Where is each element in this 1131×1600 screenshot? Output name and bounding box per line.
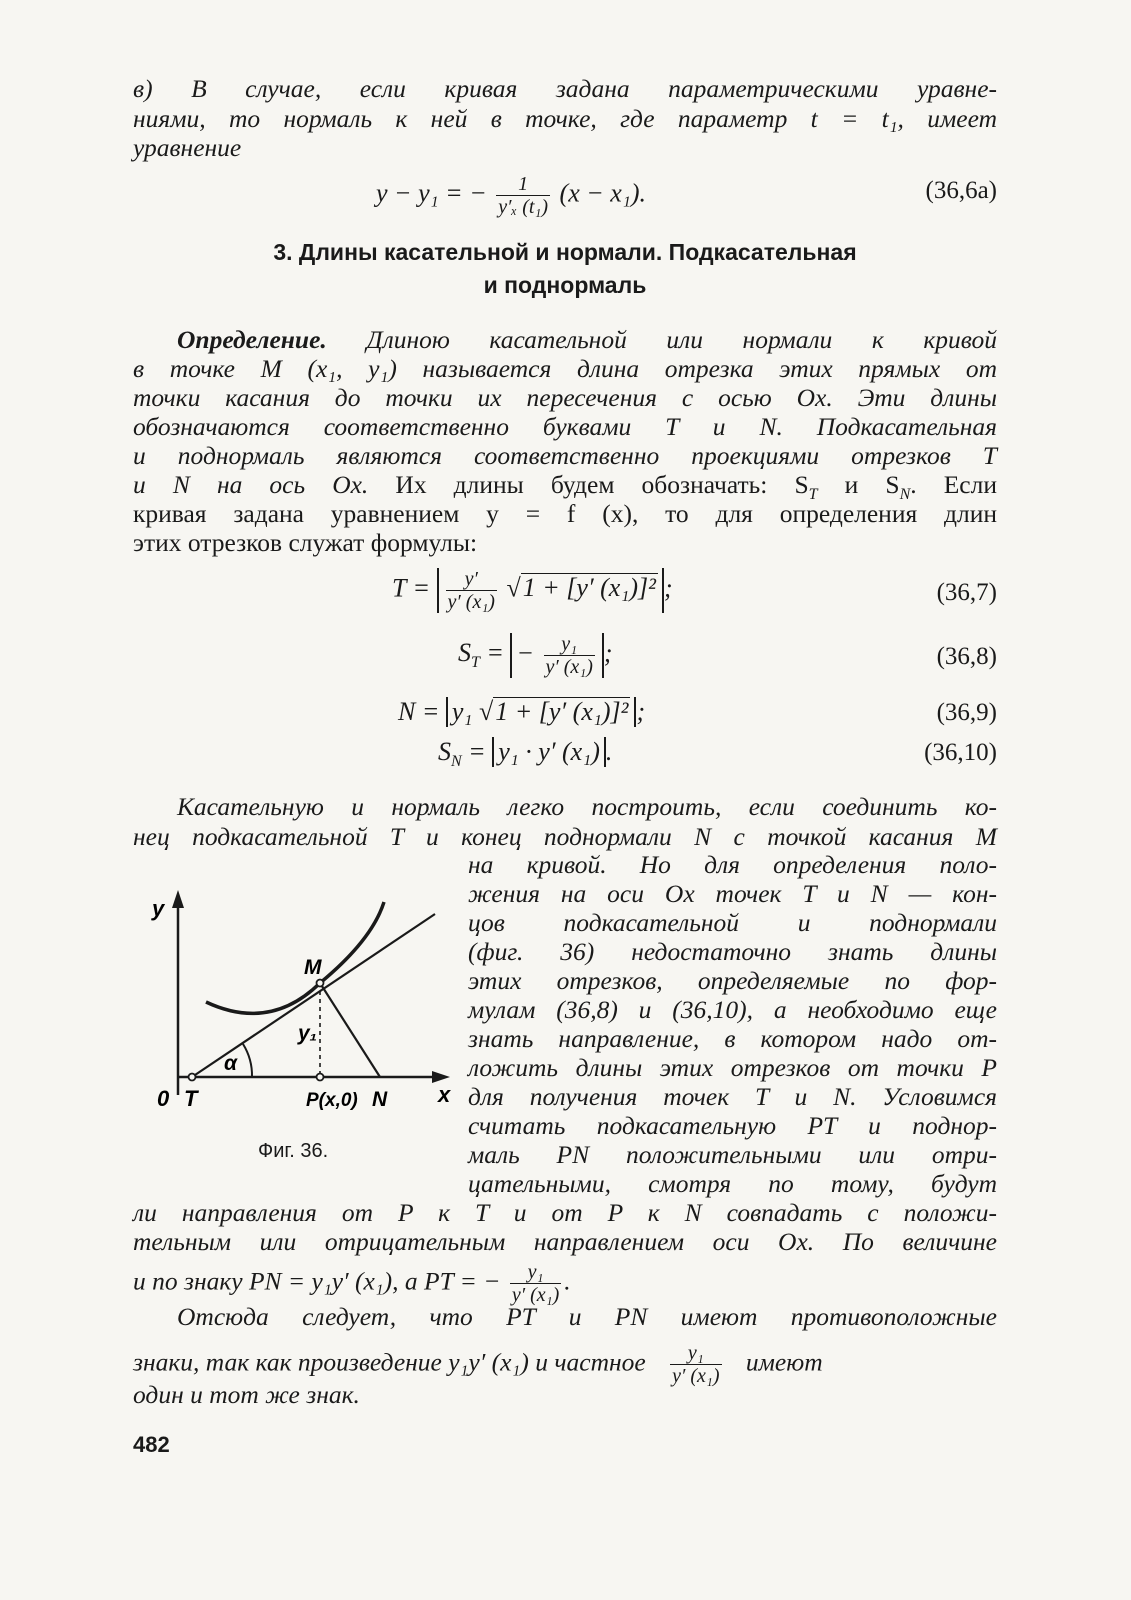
formula-36-7-num: y′	[464, 568, 478, 590]
formula-36-6a-left: y − y₁ = −	[376, 178, 487, 208]
definition-line-3: точки касания до точки их пересечения с осью Ox. Эти длины	[133, 383, 997, 412]
para3-den: y′ (x₁)	[672, 1365, 720, 1387]
para2-wrap-line-3: цов подкасательной и поднормали	[468, 908, 997, 937]
formula-36-7	[392, 568, 673, 613]
formula-36-10-abs	[492, 737, 606, 767]
sqrt-sign: √	[506, 573, 521, 603]
label-x: x	[438, 1082, 451, 1107]
para2-after-line-2: тельным или отрицательным направлением оси Ox. По величине	[133, 1227, 997, 1256]
formula-36-6a-fraction	[496, 173, 550, 218]
para2-wrap-line-12: цательными, смотря по тому, будут	[468, 1169, 997, 1198]
formula-36-7-tail: ;	[663, 573, 673, 603]
definition-line-6-mid: и S	[844, 470, 900, 499]
label-P: P(x,0)	[306, 1090, 358, 1111]
para2-wrap-line-2: жения на оси Ox точек T и N — кон-	[468, 879, 997, 908]
para2-last-fraction	[510, 1261, 561, 1306]
definition-line-2: в точке M (x₁, y₁) называется длина отрезка этих прямых от	[133, 354, 997, 383]
para2-last-num: y₁	[527, 1261, 544, 1283]
formula-36-9-body: y₁	[451, 697, 473, 726]
formula-36-6a-den: y′ₓ (t₁)	[498, 196, 549, 218]
normal-line	[320, 983, 380, 1077]
point-P	[317, 1074, 324, 1081]
label-y1: y₁	[298, 1022, 318, 1045]
para2-last-den: y′ (x₁)	[511, 1284, 560, 1306]
formula-36-7-den: y′ (x₁)	[447, 591, 495, 613]
formula-36-7-fraction	[446, 568, 497, 613]
formula-36-9	[398, 697, 645, 727]
formula-36-9-left: N =	[398, 697, 440, 726]
formula-36-7-left: T =	[392, 573, 431, 603]
definition-line-4: обозначаются соответственно буквами T и N. Подкасательная	[133, 412, 997, 441]
definition-line-6-italic: и N на ось Ox.	[133, 470, 369, 499]
formula-36-8-left: $S_T$ =	[458, 638, 504, 672]
definition-sub-N: N	[899, 486, 911, 504]
para3-line-2-end: имеют	[745, 1347, 823, 1377]
formula-36-10	[438, 737, 612, 777]
formula-36-10-label: (36,10)	[924, 739, 997, 766]
definition-term: Определение.	[177, 325, 327, 354]
section-v-line-1: в) В случае, если кривая задана параметрическими уравне-	[133, 74, 997, 103]
page-number: 482	[133, 1432, 170, 1457]
formula-36-8-sign: −	[516, 638, 534, 668]
para2-line-2: нец подкасательной T и конец поднормали N с точкой касания M	[133, 822, 997, 851]
angle-arc	[243, 1044, 252, 1077]
para2-wrap-line-5: этих отрезков, определяемые по фор-	[468, 966, 997, 995]
section-v-line-2: ниями, то нормаль к ней в точке, где параметр t = t₁, имеет	[133, 104, 997, 133]
formula-36-6a-right: (x − x₁).	[559, 178, 647, 208]
para3-line-2-text: знаки, так как произведение y₁y′ (x₁) и частное	[133, 1347, 646, 1377]
label-T: T	[184, 1086, 198, 1111]
section-heading-line-2: и поднормаль	[483, 272, 647, 298]
figure-36	[140, 880, 460, 1120]
para3-num: y₁	[687, 1342, 704, 1364]
label-N: N	[372, 1088, 388, 1111]
definition-line-8: этих отрезков служат формулы:	[133, 528, 478, 557]
section-heading-line-1: 3. Длины касательной и нормали. Подкасательная	[273, 239, 857, 265]
point-M	[317, 980, 324, 987]
para2-wrap-line-7: знать направление, в котором надо от-	[468, 1024, 997, 1053]
formula-36-8-num: y₁	[561, 633, 578, 655]
definition-line-5: и поднормаль являются соответственно проекциями отрезков T	[133, 441, 997, 470]
formula-36-8-den: y′ (x₁)	[545, 656, 593, 678]
formula-36-6a-num: 1	[518, 173, 529, 195]
para2-wrap-line-11: маль PN положительными или отри-	[468, 1140, 997, 1169]
formula-36-10-tail: .	[605, 737, 613, 766]
formula-36-9-root: 1 + [y′ (x₁)]²	[495, 697, 629, 726]
formula-36-8-tail: ;	[603, 638, 613, 668]
para2-wrap-line-1: на кривой. Но для определения поло-	[468, 850, 997, 879]
label-alpha: α	[224, 1052, 238, 1075]
formula-36-6a-label: (36,6а)	[925, 177, 997, 204]
label-M: M	[304, 956, 322, 979]
figure-caption: Фиг. 36.	[258, 1140, 329, 1162]
curve	[206, 902, 384, 1013]
definition-line-6-end: . Если	[910, 470, 997, 499]
para2-wrap-line-4: (фиг. 36) недостаточно знать длины	[468, 937, 997, 966]
definition-line-1-text: Длиною касательной или нормали к кривой	[366, 325, 997, 354]
para2-last-line-text: и по знаку PN = y₁y′ (x₁), а PT = −	[133, 1266, 501, 1296]
definition-line-7: кривая задана уравнением y = f (x), то для определения длин	[133, 499, 997, 528]
sqrt-sign: √	[478, 697, 494, 726]
formula-36-6a	[376, 173, 646, 218]
para2-wrap-line-6: мулам (36,8) и (36,10), а необходимо еще	[468, 995, 997, 1024]
definition-line-1	[133, 325, 997, 355]
formula-36-9-tail: ;	[636, 697, 646, 726]
formula-36-7-abs	[437, 568, 664, 613]
formula-36-7-label: (36,7)	[936, 579, 997, 606]
formula-36-10-left: $S_N$ =	[438, 737, 486, 771]
formula-36-9-label: (36,9)	[936, 699, 997, 726]
definition-sub-T: T	[808, 486, 818, 504]
para2-line-1: Касательную и нормаль легко построить, если соединить ко-	[177, 792, 997, 821]
para2-last-end: .	[564, 1266, 571, 1296]
para2-wrap-line-8: ложить длины этих отрезков от точки P	[468, 1053, 997, 1082]
formula-36-10-body: y₁ · y′ (x₁)	[498, 737, 600, 766]
para2-after-line-1: ли направления от P к T и от P к N совпадать с положи-	[133, 1198, 997, 1227]
formula-36-8	[458, 633, 613, 679]
formula-36-7-root: 1 + [y′ (x₁)]²	[522, 573, 656, 603]
para3-line-3: один и тот же знак.	[133, 1380, 360, 1409]
para2-wrap-line-9: для получения точек T и N. Условимся	[468, 1082, 997, 1111]
label-origin: 0	[157, 1086, 170, 1111]
formula-36-8-abs	[510, 633, 603, 678]
section-v-line-3: уравнение	[133, 133, 242, 162]
y-axis-arrow	[172, 890, 184, 908]
para2-last-line	[133, 1261, 997, 1306]
definition-line-6-rest: Их длины будем обозначать: S	[395, 470, 809, 499]
formula-36-8-label: (36,8)	[936, 643, 997, 670]
para2-wrap-line-10: считать подкасательную PT и поднор-	[468, 1111, 997, 1140]
formula-36-8-fraction	[544, 633, 595, 678]
label-y: y	[152, 896, 165, 921]
formula-36-9-abs	[446, 697, 637, 727]
para3-line-1: Отсюда следует, что PT и PN имеют противоположные	[177, 1302, 997, 1331]
point-T	[189, 1074, 196, 1081]
